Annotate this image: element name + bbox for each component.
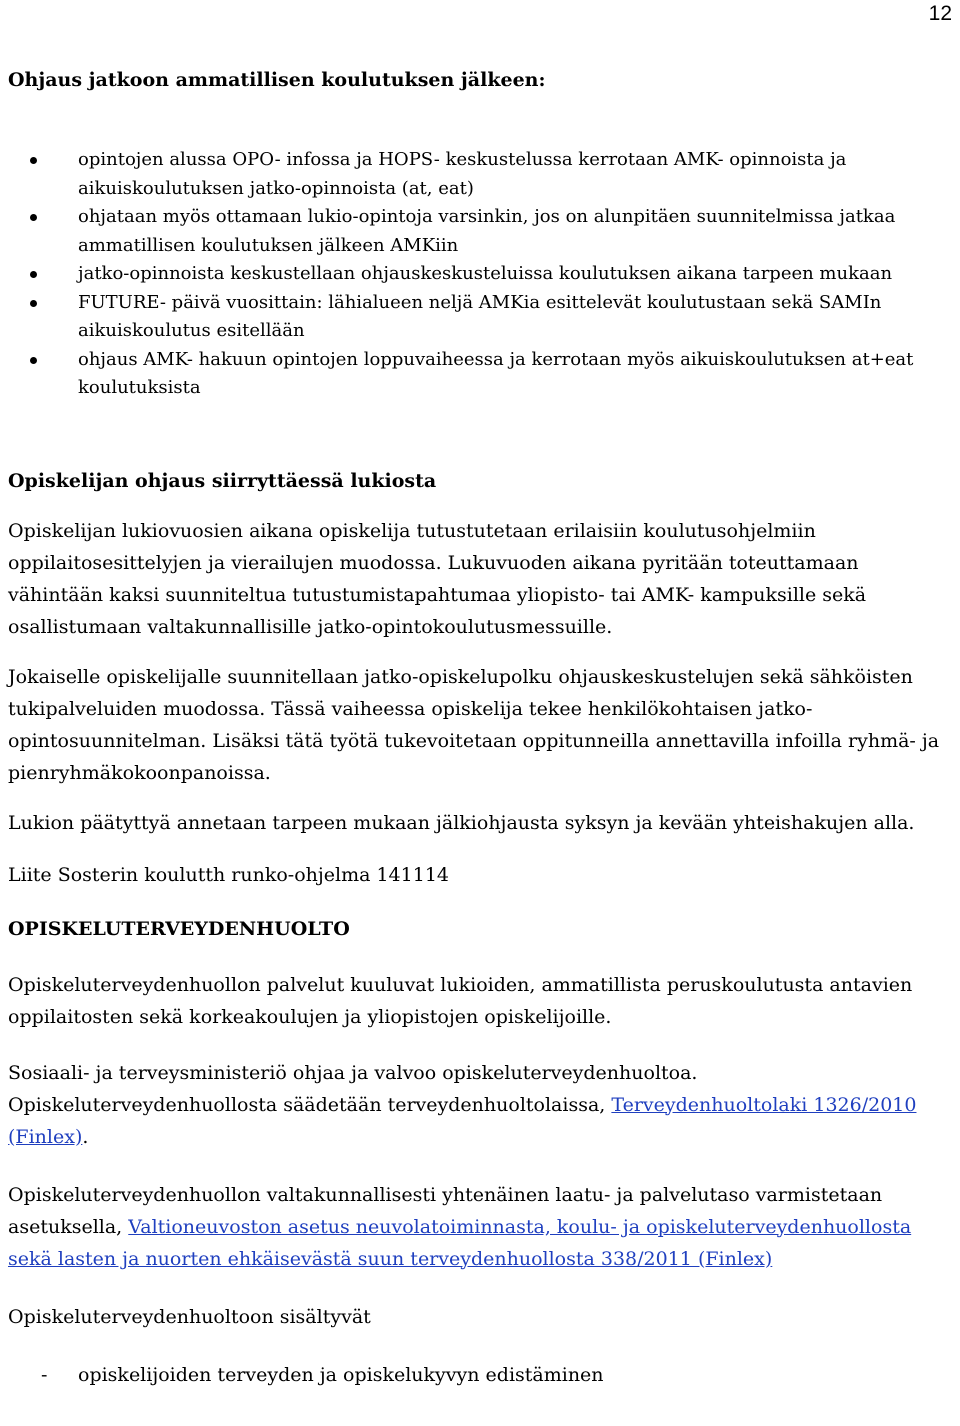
paragraph: Opiskeluterveydenhuollon palvelut kuuluvat lukioiden, ammatillista peruskoulutusta antavien oppilaitosten sekä korkeakoulujen ja yliopistojen opiskelijoille. — [8, 973, 913, 1028]
section-heading-ammatillinen: Ohjaus jatkoon ammatillisen koulutuksen jälkeen: — [8, 69, 546, 91]
paragraph: Opiskeluterveydenhuoltoon sisältyvät — [8, 1305, 371, 1328]
paragraph-text: Opiskeluterveydenhuollosta säädetään terveydenhuoltolaissa, — [8, 1093, 612, 1116]
paragraph: Lukion päätyttyä annetaan tarpeen mukaan jälkiohjausta syksyn ja kevään yhteishakujen alla. — [8, 811, 915, 834]
section-heading-lukio: Opiskelijan ohjaus siirryttäessä lukiosta — [8, 469, 437, 492]
page-number: 12 — [928, 2, 952, 25]
paragraph-text: . — [82, 1125, 89, 1148]
bullet-list — [8, 146, 956, 403]
paragraph — [8, 1179, 956, 1275]
list-item: jatko-opinnoista keskustellaan ohjauskeskusteluissa koulutuksen aikana tarpeen mukaan — [8, 260, 956, 289]
document-body — [8, 66, 956, 1391]
list-item: ohjataan myös ottamaan lukio-opintoja varsinkin, jos on alunpitäen suunnitelmissa jatkaa ammatillisen koulutuksen jälkeen AMKiin — [8, 203, 956, 260]
terveydenhuoltolaki-link[interactable]: Terveydenhuoltolaki 1326/2010 (Finlex) — [8, 1093, 917, 1148]
list-item: FUTURE- päivä vuosittain: lähialueen neljä AMKia esittelevät koulutustaan sekä SAMIn aikuiskoulutus esitellään — [8, 289, 956, 346]
valtioneuvoston-asetus-link[interactable]: Valtioneuvoston asetus neuvolatoiminnasta, koulu- ja opiskeluterveydenhuollosta sekä lasten ja nuorten ehkäisevästä suun terveydenhuollosta 338/2011 (Finlex) — [8, 1215, 912, 1270]
list-item: ohjaus AMK- hakuun opintojen loppuvaiheessa ja kerrotaan myös aikuiskoulutuksen at+eat koulutuksista — [8, 346, 956, 403]
paragraph-text: Sosiaali- ja terveysministeriö ohjaa ja valvoo opiskeluterveydenhuoltoa. — [8, 1061, 698, 1084]
paragraph: Liite Sosterin koulutth runko-ohjelma 141114 — [8, 863, 449, 886]
paragraph: Jokaiselle opiskelijalle suunnitellaan jatko-opiskelupolku ohjauskeskustelujen sekä sähköisten tukipalveluiden muodossa. Tässä vaiheessa opiskelija tekee henkilökohtaisen jatko-opintosuunnitelman. Lisäksi tätä työtä tukevoitetaan oppitunneilla annettavilla infoilla ryhmä- ja pienryhmäkokoonpanoissa. — [8, 665, 940, 784]
paragraph — [8, 1057, 956, 1153]
section-heading-opiskeluterveydenhuolto: OPISKELUTERVEYDENHUOLTO — [8, 917, 350, 940]
list-item: - opiskelijoiden terveyden ja opiskelukyvyn edistäminen — [8, 1359, 956, 1391]
paragraph-text: Opiskeluterveydenhuollon valtakunnallisesti yhtenäinen laatu- ja palvelutaso varmistetaan asetuksella, — [8, 1183, 883, 1238]
paragraph: Opiskelijan lukiovuosien aikana opiskelija tutustutetaan erilaisiin koulutusohjelmiin oppilaitosesittelyjen ja vierailujen muodossa. Lukuvuoden aikana pyritään toteuttamaan vähintään kaksi suunniteltua tutustumistapahtumaa yliopisto- tai AMK- kampuksille sekä osallistumaan valtakunnallisille jatko-opintokoulutusmessuille. — [8, 519, 867, 638]
list-item: opintojen alussa OPO- infossa ja HOPS- keskustelussa kerrotaan AMK- opinnoista ja aikuiskoulutuksen jatko-opinnoista (at, eat) — [8, 146, 956, 203]
dash-list — [8, 1359, 956, 1391]
